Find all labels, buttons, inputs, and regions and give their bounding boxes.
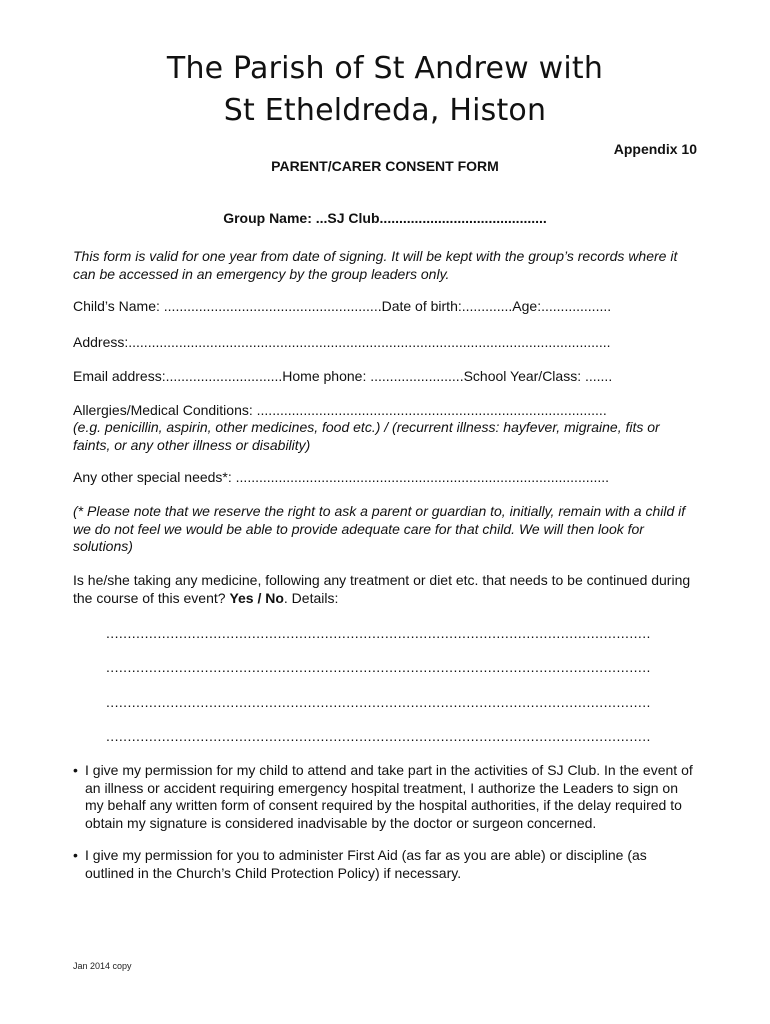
detail-line-3[interactable]: ............................................................................................................................... bbox=[106, 694, 651, 710]
consent-item-treatment bbox=[73, 762, 697, 832]
title-line-1: The Parish of St Andrew with bbox=[166, 51, 604, 86]
form-title: PARENT/CARER CONSENT FORM bbox=[271, 158, 499, 174]
address-field[interactable]: Address:............................................................................................................................ bbox=[73, 334, 611, 350]
contact-field[interactable]: Email address:..............................Home phone: ........................School Year/Class: ....... bbox=[73, 368, 613, 384]
footer-note: Jan 2014 copy bbox=[73, 961, 132, 971]
details-label: . Details: bbox=[283, 589, 339, 606]
bullet: • bbox=[73, 762, 78, 778]
allergies-hint: (e.g. penicillin, aspirin, other medicines, food etc.) / (recurrent illness: hayfever, migraine, fits or faints, or any other illness or disability) bbox=[73, 419, 660, 453]
yes-no-choice[interactable]: Yes / No bbox=[229, 589, 284, 606]
detail-line-4[interactable]: ............................................................................................................................... bbox=[106, 728, 651, 744]
page-title bbox=[0, 48, 770, 132]
consent-text: I give my permission for you to administer First Aid (as far as you are able) or discipline (as outlined in the Church’s Child Protection Policy) if necessary. bbox=[85, 847, 647, 881]
allergies-field[interactable]: Allergies/Medical Conditions: .......................................................................................... bbox=[73, 402, 607, 418]
medicine-question-text: Is he/she taking any medicine, following any treatment or diet etc. that needs to be continued during the course of this event? bbox=[73, 572, 691, 606]
special-needs-note: (* Please note that we reserve the right to ask a parent or guardian to, initially, remain with a child if we do not feel we would be able to provide adequate care for that child. We will then look for solutions) bbox=[73, 503, 686, 554]
detail-line-1[interactable]: ............................................................................................................................... bbox=[106, 625, 651, 641]
group-name-field[interactable]: Group Name: ...SJ Club........................................... bbox=[223, 210, 547, 226]
appendix-label: Appendix 10 bbox=[613, 141, 697, 157]
consent-list bbox=[73, 762, 697, 897]
special-needs-field[interactable]: Any other special needs*: ................................................................................................ bbox=[73, 469, 610, 485]
title-line-2: St Etheldreda, Histon bbox=[223, 93, 547, 128]
child-name-field[interactable]: Child’s Name: ........................................................Date of birth:.............Age:.................. bbox=[73, 298, 612, 314]
consent-item-first-aid bbox=[73, 847, 697, 882]
bullet: • bbox=[73, 847, 78, 863]
detail-line-2[interactable]: ............................................................................................................................... bbox=[106, 659, 651, 675]
medicine-question bbox=[73, 572, 697, 607]
consent-text: I give my permission for my child to attend and take part in the activities of SJ Club. In the event of an illness or accident requiring emergency hospital treatment, I authorize the Leaders to sign on my behalf any written form of consent required by the hospital authorities, if the delay required to obtain my signature is considered inadvisable by the doctor or surgeon concerned. bbox=[85, 762, 693, 831]
validity-note: This form is valid for one year from date of signing. It will be kept with the group’s records where it can be accessed in an emergency by the group leaders only. bbox=[73, 248, 678, 282]
